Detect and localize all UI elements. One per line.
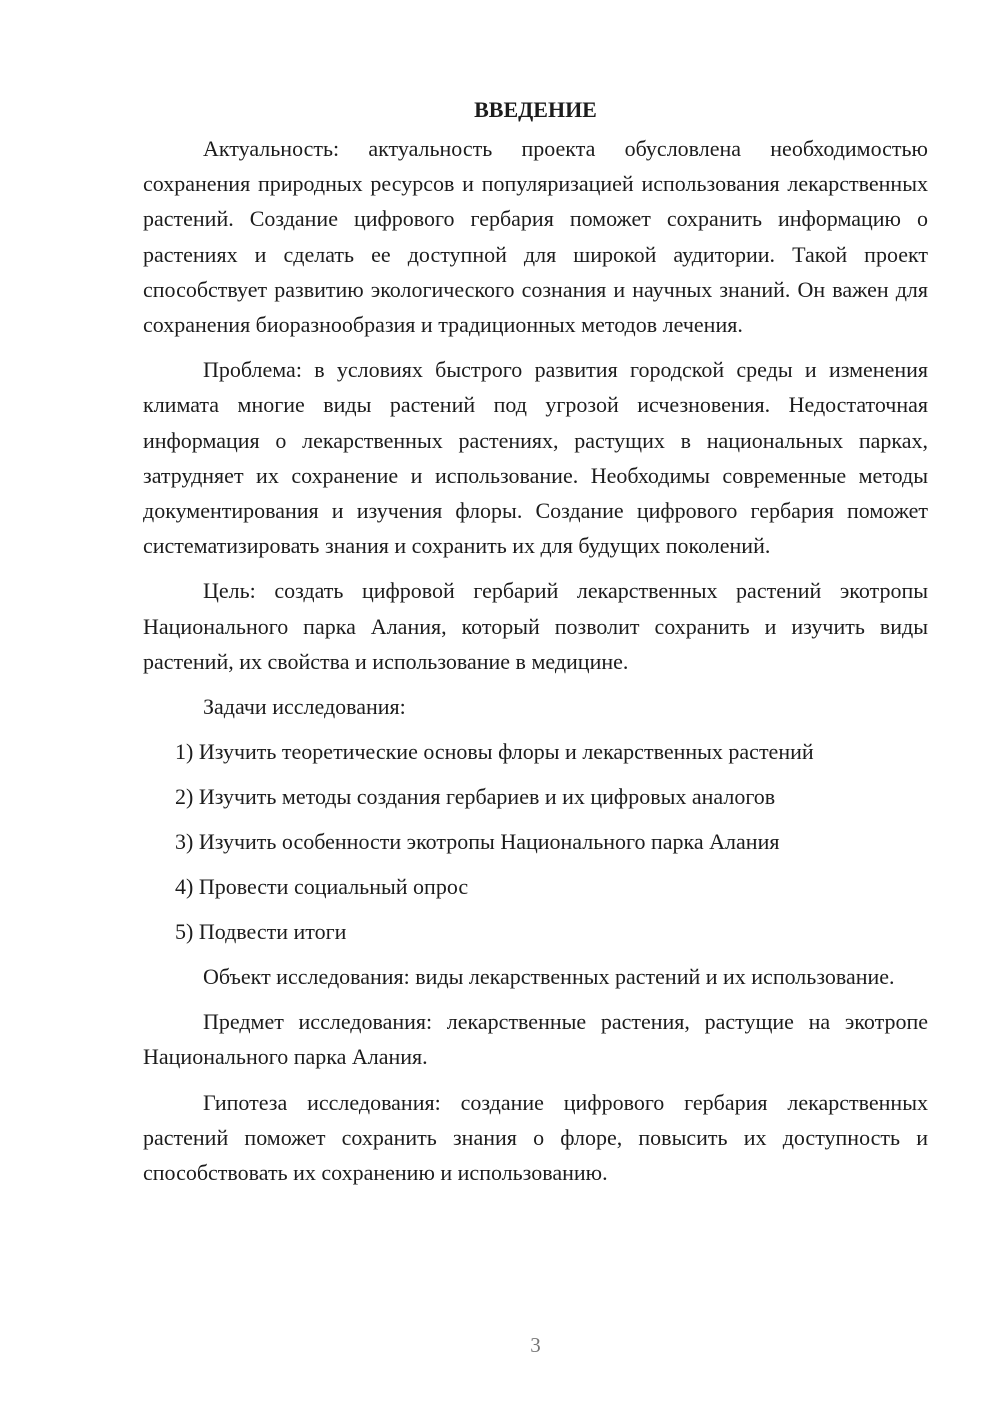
task-item-3: 3) Изучить особенности экотропы Национального парка Алания <box>175 829 780 855</box>
document-page <box>143 92 928 1200</box>
task-item-5: 5) Подвести итоги <box>175 919 347 945</box>
page-number: 3 <box>530 1333 541 1357</box>
task-item-2: 2) Изучить методы создания гербариев и их цифровых аналогов <box>175 784 776 810</box>
task-item-1: 1) Изучить теоретические основы флоры и лекарственных растений <box>175 739 814 765</box>
task-item-4: 4) Провести социальный опрос <box>175 874 469 900</box>
object-paragraph: Объект исследования: виды лекарственных растений и их использование. <box>203 964 895 990</box>
subject-paragraph: Предмет исследования: лекарственные растения, растущие на экотропе Национального парка Алания. <box>143 1009 928 1070</box>
page-title: ВВЕДЕНИЕ <box>474 97 597 122</box>
goal-paragraph: Цель: создать цифровой гербарий лекарственных растений экотропы Национального парка Алания, который позволит сохранить и изучить виды растений, их свойства и использование в медицине. <box>143 578 928 674</box>
relevance-paragraph: Актуальность: актуальность проекта обусловлена необходимостью сохранения природных ресурсов и популяризацией использования лекарственных растений. Создание цифрового гербария поможет сохранить информацию о растениях и сделать ее доступной для широкой аудитории. Такой проект способствует развитию экологического сознания и научных знаний. Он важен для сохранения биоразнообразия и традиционных методов лечения. <box>143 136 928 338</box>
tasks-title: Задачи исследования: <box>203 694 406 720</box>
problem-paragraph: Проблема: в условиях быстрого развития городской среды и изменения климата многие виды растений под угрозой исчезновения. Недостаточная информация о лекарственных растениях, растущих в национальных парках, затрудняет их сохранение и использование. Необходимы современные методы документирования и изучения флоры. Создание цифрового гербария поможет систематизировать знания и сохранить их для будущих поколений. <box>143 357 928 559</box>
tasks-list <box>143 734 928 949</box>
hypothesis-paragraph: Гипотеза исследования: создание цифрового гербария лекарственных растений поможет сохранить знания о флоре, повысить их доступность и способствовать их сохранению и использованию. <box>143 1089 928 1186</box>
